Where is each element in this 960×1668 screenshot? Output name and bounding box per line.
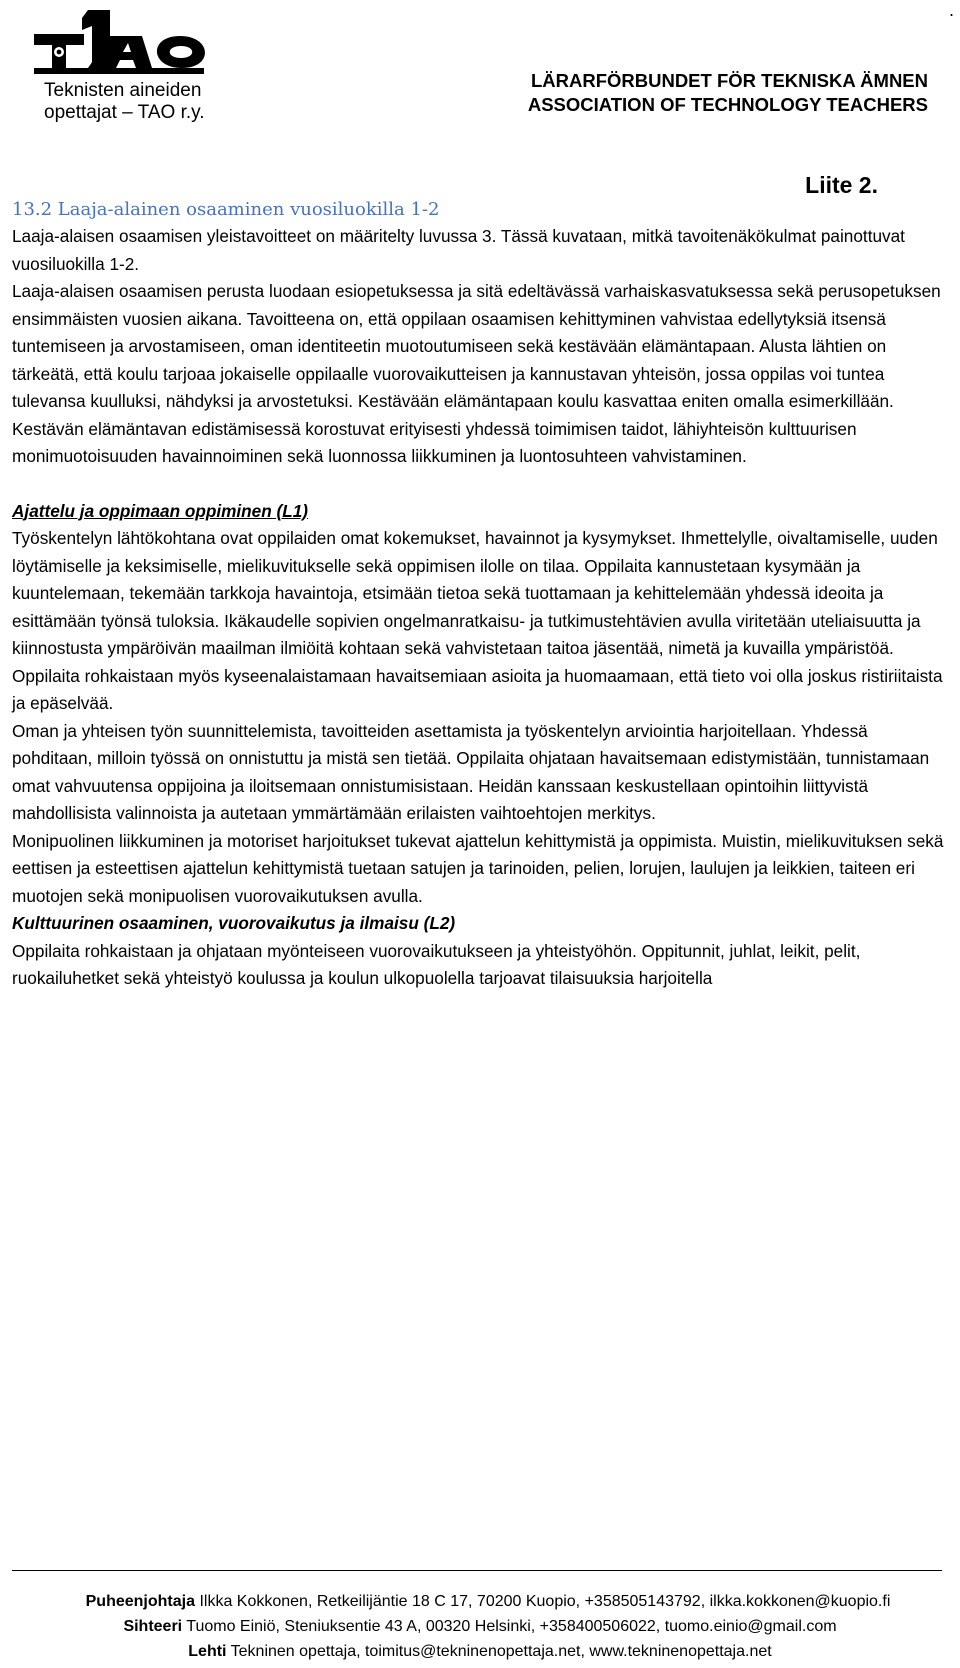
- corner-mark: .: [948, 0, 954, 20]
- footer-chair: [14, 1593, 960, 1611]
- logo-caption-line1: Teknisten aineiden: [44, 80, 202, 101]
- l1-paragraph-3: Monipuolinen liikkuminen ja motoriset harjoitukset tukevat ajattelun kehittymistä ja oppimista. Muistin, mielikuvituksen sekä eettisen ja esteettisen ajattelun kehittymistä tuetaan satujen ja tarinoiden, pelien, lorujen, laulujen ja leikkien, taiteen eri muotojen sekä monipuolisen vuorovaikutuksen avulla.: [12, 830, 944, 906]
- intro-paragraph-2: Laaja-alaisen osaamisen perusta luodaan esiopetuksessa ja sitä edeltävässä varhaiskasvatuksessa sekä perusopetuksen ensimmäisten vuosien aikana. Tavoitteena on, että oppilaan osaamisen kehittyminen vahvistaa edellytyksiä itsensä tuntemiseen ja arvostamiseen, oman identiteetin muotoutumiseen sekä kestävään elämäntapaan. Alusta lähtien on tärkeätä, että koulu tarjoaa jokaiselle oppilaalle vuorovaikutteisen ja kannustavan yhteisön, jossa oppilas voi tuntea tulevansa kuulluksi, nähdyksi ja arvostetuksi. Kestävään elämäntapaan koulu kasvattaa eniten omalla esimerkillään. Kestävän elämäntavan edistämisessä korostuvat erityisesti yhdessä toimimisen taidot, lähiyhteisön kulttuurisen monimuotoisuuden havainnoiminen sekä luonnossa liikkuminen ja luontosuhteen vahvistaminen.: [12, 281, 941, 466]
- org-name-swedish: LÄRARFÖRBUNDET FÖR TEKNISKA ÄMNEN: [530, 70, 928, 91]
- intro-paragraph-1: Laaja-alaisen osaamisen yleistavoitteet on määritelty luvussa 3. Tässä kuvataan, mitkä tavoitenäkökulmat painottuvat vuosiluokilla 1-2.: [12, 226, 905, 274]
- footer-secretary-label: Sihteeri: [123, 1618, 183, 1635]
- footer-chair-label: Puheenjohtaja: [85, 1593, 195, 1610]
- l1-heading: Ajattelu ja oppimaan oppiminen (L1): [12, 500, 309, 521]
- l1-paragraph-1: Työskentelyn lähtökohtana ovat oppilaiden omat kokemukset, havainnot ja kysymykset. Ihmettelylle, oivaltamiselle, uuden löytämiselle ja keksimiselle, mielikuvitukselle sekä oppimisen ilolle on tilaa. Oppilaita kannustetaan kysymään ja kuuntelemaan, tekemään tarkkoja havaintoja, etsimään tietoa sekä tuottamaan ja kehittelemään yhdessä ideoita ja esittämään työnsä tuloksia. Ikäkaudelle sopivien ongelmanratkaisu- ja tutkimustehtävien avulla viritetään uteliaisuutta ja kiinnostusta ympäröivän maailman ilmiöitä kohtaan sekä vahvistetaan taitoa jäsentää, nimetä ja kuvailla ympäristöä. Oppilaita rohkaistaan myös kyseenalaistamaan havaitsemiaan asioita ja huomaamaan, että tieto voi olla joskus ristiriitaista ja epäselvää.: [12, 528, 943, 713]
- l2-heading: Kulttuurinen osaaminen, vuorovaikutus ja ilmaisu (L2): [12, 913, 456, 933]
- logo-letter-o: [157, 36, 205, 68]
- org-name-english: ASSOCIATION OF TECHNOLOGY TEACHERS: [527, 94, 928, 115]
- annex-label: Liite 2.: [805, 172, 878, 198]
- footer-magazine-label: Lehti: [188, 1643, 227, 1660]
- document-body: [12, 196, 948, 993]
- l2-paragraph-1: Oppilaita rohkaistaan ja ohjataan myönteiseen vuorovaikutukseen ja yhteistyöhön. Oppitunnit, juhlat, leikit, pelit, ruokailuhetket sekä yhteistyö koulussa ja koulun ulkopuolella tarjoavat tilaisuuksia harjoitella: [12, 940, 861, 988]
- section-title: 13.2 Laaja-alainen osaaminen vuosiluokilla 1-2: [12, 199, 440, 220]
- footer-divider: [12, 1570, 942, 1571]
- footer-secretary-text: Tuomo Einiö, Steniuksentie 43 A, 00320 Helsinki, +358400506022, tuomo.einio@gmail.com: [186, 1618, 837, 1635]
- footer-secretary: [0, 1618, 960, 1636]
- l1-paragraph-2: Oman ja yhteisen työn suunnittelemista, tavoitteiden asettamista ja työskentelyn arviointia harjoitellaan. Yhdessä pohditaan, milloin työssä on onnistuttu ja mistä sen tietää. Oppilaita ohjataan havaitsemaan edistymistään, tunnistamaan omat vahvuutensa oppijoina ja iloitsemaan onnistumisistaan. Heidän kanssaan keskustellaan opintoihin liittyvistä mahdollisista valinnoista ja autetaan ymmärtämään erilaisten vaihtoehtojen merkitys.: [12, 720, 930, 823]
- footer-magazine-text: Tekninen opettaja, toimitus@tekninenopettaja.net, www.tekninenopettaja.net: [230, 1643, 772, 1660]
- footer-magazine: [0, 1643, 960, 1661]
- logo-caption-line2: opettajat – TAO r.y.: [44, 102, 205, 123]
- footer-chair-text: Ilkka Kokkonen, Retkeilijäntie 18 C 17, 70200 Kuopio, +358505143792, ilkka.kokkonen@kuopio.fi: [199, 1593, 891, 1610]
